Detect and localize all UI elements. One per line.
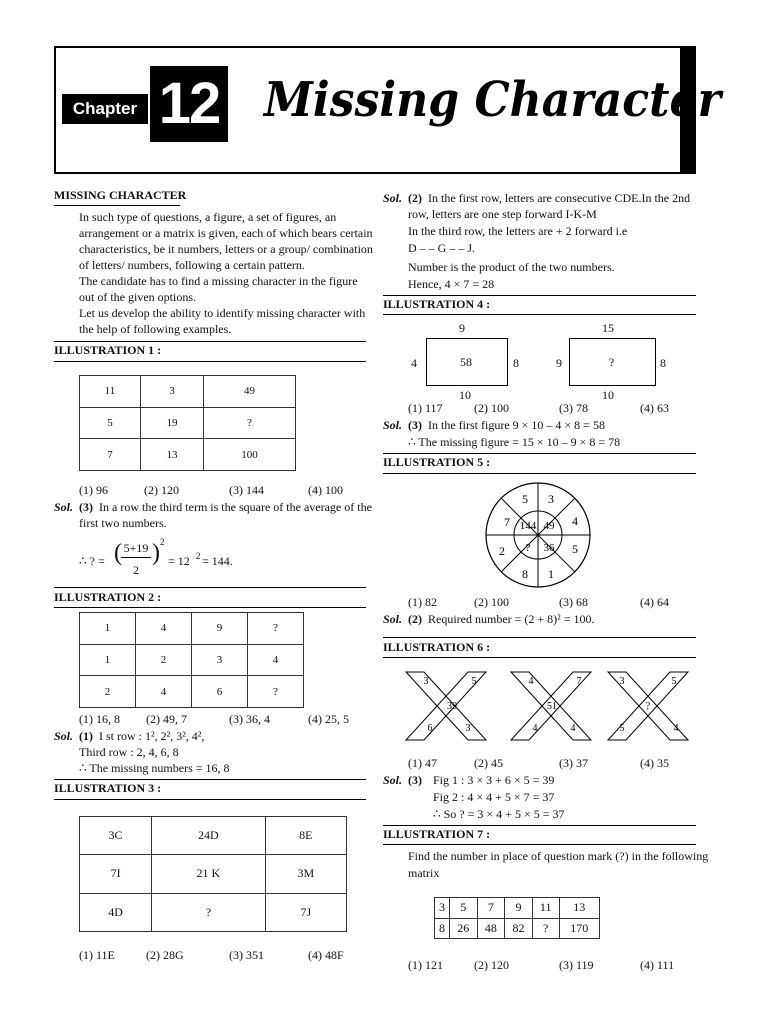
formula-numerator: 5+19 [123, 541, 149, 555]
illustration-4-top-rule [383, 295, 696, 296]
grid-cell: 9 [192, 613, 248, 645]
illustration-4-sol-label: Sol. [383, 418, 403, 432]
formula-denominator: 2 [133, 563, 139, 577]
illustration-5-option: (1) 82 [408, 595, 437, 609]
illustration-3-sol-line: Number is the product of the two numbers. [408, 260, 615, 274]
illustration-1-sol-line: In a row the third term is the square of the average of the [99, 500, 372, 514]
grid-cell: 2 [136, 644, 192, 676]
section-heading: MISSING CHARACTER [54, 188, 187, 202]
inner-number: 49 [543, 520, 555, 532]
illustration-2-sol-label: Sol. [54, 729, 74, 743]
grid-cell: ? [152, 893, 266, 931]
arm-number: 3 [423, 676, 429, 687]
illustration-2-heading: ILLUSTRATION 2 : [54, 590, 162, 604]
illustration-2-option: (2) 49, 7 [146, 712, 187, 726]
fig-left: 9 [556, 356, 562, 370]
outer-number: 5 [522, 492, 528, 506]
illustration-5-option: (2) 100 [474, 595, 509, 609]
illustration-3-option: (4) 48F [308, 948, 344, 962]
illustration-6-sol-line: Fig 1 : 3 × 3 + 6 × 5 = 39 [433, 773, 555, 787]
illustration-3-sol-line: In the third row, the letters are + 2 forward i.e [408, 224, 628, 238]
illustration-2-option: (1) 16, 8 [79, 712, 120, 726]
illustration-5-bottom-rule [383, 473, 696, 474]
illustration-4-sol-line: ∴ The missing figure = 15 × 10 – 9 × 8 = 78 [408, 435, 621, 449]
formula-result-exponent: 2 [196, 551, 201, 561]
fig-right: 8 [660, 356, 666, 370]
formula-exponent: 2 [160, 537, 165, 547]
grid-cell: 26 [449, 918, 477, 939]
arm-number: 4 [528, 676, 534, 687]
illustration-1-top-rule [54, 341, 366, 342]
intro-line: arrangement or a matrix is given, each of which bears certain [79, 226, 373, 240]
illustration-2-sol-line: Third row : 2, 4, 6, 8 [79, 745, 179, 759]
grid-cell: 13 [559, 898, 599, 919]
grid-cell: 5 [449, 898, 477, 919]
grid-cell: ? [204, 407, 296, 439]
illustration-6-option: (3) 37 [559, 756, 588, 770]
illustration-6-sol-label: Sol. [383, 773, 403, 787]
chapter-title: Missing Character [264, 72, 721, 128]
illustration-4-sol-line: In the first figure 9 × 10 – 4 × 8 = 58 [428, 418, 605, 432]
illustration-6-figure-1 [400, 668, 492, 744]
illustration-7-option: (4) 111 [640, 958, 675, 972]
formula-left-paren: ( [114, 540, 122, 566]
illustration-5-option: (4) 64 [640, 595, 669, 609]
illustration-2-sol-line: ∴ The missing numbers = 16, 8 [79, 761, 230, 775]
illustration-1-option: (3) 144 [229, 483, 264, 497]
grid-cell: 13 [140, 439, 203, 471]
grid-cell: 1 [80, 613, 136, 645]
chapter-label: Chapter [62, 94, 148, 124]
illustration-2-sol-line: I st row : 1², 2², 3², 4², [99, 729, 205, 743]
illustration-1-bottom-rule [54, 361, 366, 362]
inner-number: 36 [543, 542, 555, 554]
arm-number: 7 [576, 676, 582, 687]
grid-cell: 8E [265, 817, 346, 855]
formula-right-paren: ) [152, 540, 160, 566]
grid-cell: 49 [204, 376, 296, 408]
illustration-3-sol-line: row, letters are one step forward I-K-M [408, 207, 597, 221]
grid-cell: 3 [192, 644, 248, 676]
intro-line: characteristics, be it numbers, letters or a group/ combination [79, 242, 373, 256]
intro-line: In such type of questions, a figure, a set of figures, an [79, 210, 337, 224]
outer-number: 7 [504, 515, 510, 529]
illustration-6-top-rule [383, 637, 696, 638]
illustration-1-sol-line: first two numbers. [79, 516, 167, 530]
grid-cell: 24D [152, 817, 266, 855]
illustration-3-sol-answer: (2) [408, 191, 422, 205]
grid-cell: 4 [136, 676, 192, 708]
fig-bottom: 10 [459, 388, 471, 402]
illustration-3-option: (2) 28G [146, 948, 184, 962]
outer-number: 5 [572, 542, 578, 556]
illustration-7-question-line: Find the number in place of question mark (?) in the following [408, 849, 709, 863]
illustration-6-option: (1) 47 [408, 756, 437, 770]
fig-center: ? [608, 355, 615, 369]
illustration-5-sol-label: Sol. [383, 612, 403, 626]
grid-cell: 3M [265, 855, 346, 893]
illustration-7-option: (3) 119 [559, 958, 594, 972]
illustration-3-option: (1) 11E [79, 948, 115, 962]
illustration-1-option: (1) 96 [79, 483, 108, 497]
grid-cell: 4 [136, 613, 192, 645]
grid-cell: ? [532, 918, 559, 939]
outer-number: 2 [499, 544, 505, 558]
illustration-6-option: (4) 35 [640, 756, 669, 770]
illustration-2-bottom-rule [54, 607, 366, 608]
illustration-5-heading: ILLUSTRATION 5 : [383, 455, 491, 469]
chapter-number: 12 [150, 66, 228, 142]
illustration-1-option: (4) 100 [308, 483, 343, 497]
arm-number: 5 [619, 723, 625, 734]
intro-line: out of the given options. [79, 290, 196, 304]
grid-cell: 3C [80, 817, 152, 855]
arm-number: 5 [471, 676, 477, 687]
illustration-1-sol-answer: (3) [79, 500, 93, 514]
fig-top: 15 [602, 321, 614, 335]
intro-line: Let us develop the ability to identify missing character with [79, 306, 366, 320]
grid-cell: 7I [80, 855, 152, 893]
illustration-6-figure-3 [602, 668, 694, 744]
outer-number: 3 [548, 492, 554, 506]
arm-number: 4 [570, 723, 576, 734]
illustration-6-sol-line: Fig 2 : 4 × 4 + 5 × 7 = 37 [433, 790, 555, 804]
fig-left: 4 [411, 356, 417, 370]
outer-number: 1 [548, 567, 554, 581]
grid-cell: 170 [559, 918, 599, 939]
fig-bottom: 10 [602, 388, 614, 402]
outer-number: 4 [572, 514, 578, 528]
illustration-3-heading: ILLUSTRATION 3 : [54, 781, 162, 795]
illustration-5-sol-answer: (2) [408, 612, 422, 626]
illustration-4-option: (2) 100 [474, 401, 509, 415]
illustration-6-sol-line: ∴ So ? = 3 × 4 + 5 × 5 = 37 [433, 807, 565, 821]
grid-cell: 11 [532, 898, 559, 919]
outer-number: 8 [522, 567, 528, 581]
grid-cell: 100 [204, 439, 296, 471]
center-number: 39 [447, 701, 457, 712]
grid-cell: 7J [265, 893, 346, 931]
illustration-3-grid [79, 816, 347, 932]
illustration-3-top-rule [54, 779, 366, 780]
formula-result: = 12 [168, 554, 190, 568]
inner-number: 144 [519, 520, 537, 532]
fig-top: 9 [459, 321, 465, 335]
grid-cell: 82 [505, 918, 533, 939]
illustration-4-heading: ILLUSTRATION 4 : [383, 297, 491, 311]
illustration-2-grid [79, 612, 304, 708]
grid-cell: 9 [505, 898, 533, 919]
illustration-7-option: (1) 121 [408, 958, 443, 972]
illustration-4-option: (4) 63 [640, 401, 669, 415]
intro-line: The candidate has to find a missing character in the figure [79, 274, 358, 288]
formula-final: = 144. [202, 554, 233, 568]
illustration-4-sol-answer: (3) [408, 418, 422, 432]
arm-number: 3 [619, 676, 625, 687]
grid-cell: 1 [80, 644, 136, 676]
illustration-1-grid [79, 375, 296, 471]
grid-cell: ? [248, 676, 304, 708]
illustration-2-top-rule [54, 587, 366, 588]
illustration-1-option: (2) 120 [144, 483, 179, 497]
grid-cell: 19 [140, 407, 203, 439]
illustration-6-option: (2) 45 [474, 756, 503, 770]
arm-number: 5 [671, 676, 677, 687]
illustration-3-sol-line: Hence, 4 × 7 = 28 [408, 277, 495, 291]
illustration-7-top-rule [383, 825, 696, 826]
illustration-6-sol-answer: (3) [408, 773, 422, 787]
illustration-6-figure-2 [505, 668, 597, 744]
illustration-7-bottom-rule [383, 844, 696, 845]
formula-fraction-bar [121, 557, 151, 558]
intro-line: the help of following examples. [79, 322, 232, 336]
section-heading-underline [54, 205, 180, 206]
center-number: ? [645, 701, 651, 712]
illustration-4-bottom-rule [383, 314, 696, 315]
grid-cell: 11 [80, 376, 141, 408]
illustration-7-option: (2) 120 [474, 958, 509, 972]
illustration-2-option: (3) 36, 4 [229, 712, 270, 726]
illustration-3-option: (3) 351 [229, 948, 264, 962]
grid-cell: 3 [140, 376, 203, 408]
arm-number: 4 [532, 723, 538, 734]
illustration-6-heading: ILLUSTRATION 6 : [383, 640, 491, 654]
arm-number: 6 [427, 723, 433, 734]
illustration-5-top-rule [383, 453, 696, 454]
center-number: 51 [547, 701, 557, 712]
inner-number: ? [525, 542, 531, 554]
grid-cell: 2 [80, 676, 136, 708]
illustration-6-bottom-rule [383, 657, 696, 658]
illustration-5-sol-line: Required number = (2 + 8)² = 100. [428, 612, 595, 626]
illustration-4-option: (3) 78 [559, 401, 588, 415]
illustration-7-grid [434, 897, 600, 939]
illustration-5-circle-figure [484, 479, 594, 591]
grid-cell: 5 [80, 407, 141, 439]
illustration-3-bottom-rule [54, 799, 366, 800]
grid-cell: 6 [192, 676, 248, 708]
grid-cell: 3 [435, 898, 450, 919]
grid-cell: 8 [435, 918, 450, 939]
grid-cell: 4 [248, 644, 304, 676]
intro-line: of letters/ numbers, following a certain pattern. [79, 258, 305, 272]
grid-cell: 4D [80, 893, 152, 931]
illustration-1-sol-label: Sol. [54, 500, 74, 514]
fig-right: 8 [513, 356, 519, 370]
illustration-1-heading: ILLUSTRATION 1 : [54, 343, 162, 357]
grid-cell: 7 [477, 898, 505, 919]
illustration-7-heading: ILLUSTRATION 7 : [383, 827, 491, 841]
illustration-7-question-line: matrix [408, 866, 440, 880]
grid-cell: 7 [80, 439, 141, 471]
grid-cell: ? [248, 613, 304, 645]
illustration-3-sol-label: Sol. [383, 191, 403, 205]
illustration-5-option: (3) 68 [559, 595, 588, 609]
illustration-3-sol-line: In the first row, letters are consecutive CDE.In the 2nd [428, 191, 691, 205]
illustration-2-option: (4) 25, 5 [308, 712, 349, 726]
grid-cell: 48 [477, 918, 505, 939]
fig-center: 58 [460, 355, 472, 369]
arm-number: 4 [673, 723, 679, 734]
illustration-4-option: (1) 117 [408, 401, 443, 415]
illustration-3-sol-line: D – – G – – J. [408, 241, 476, 255]
illustration-2-sol-answer: (1) [79, 729, 93, 743]
arm-number: 3 [465, 723, 471, 734]
grid-cell: 21 K [152, 855, 266, 893]
formula-prefix: ∴ ? = [79, 554, 105, 568]
